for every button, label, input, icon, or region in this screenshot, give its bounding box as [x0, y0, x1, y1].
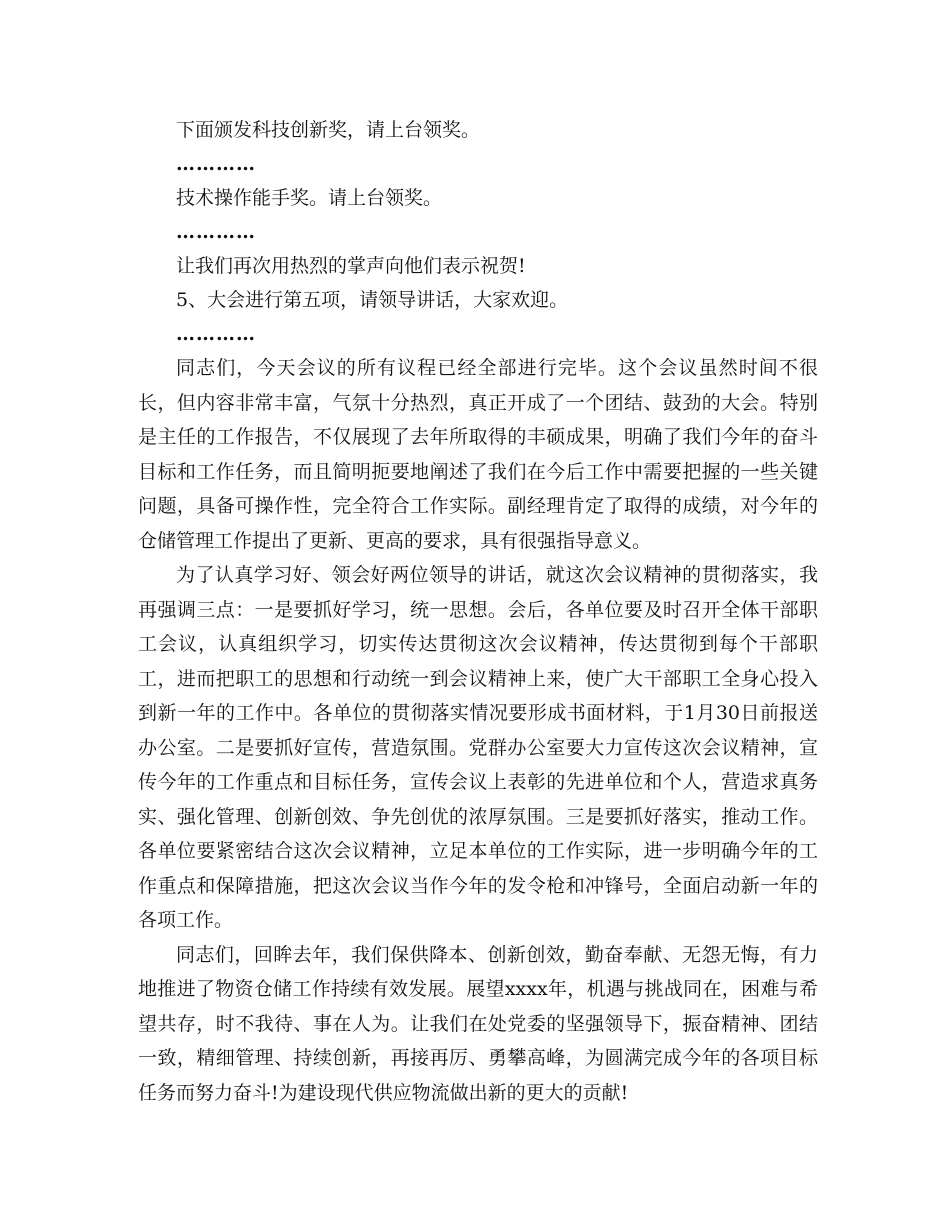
- ellipsis-line: …………: [176, 323, 256, 345]
- ellipsis-line: …………: [176, 153, 256, 175]
- ellipsis-line: …………: [176, 221, 256, 243]
- document-body: [138, 113, 818, 1110]
- closing-summary-paragraph: 同志们，今天会议的所有议程已经全部进行完毕。这个会议虽然时间不很长，但内容非常丰富，气氛十分热烈，真正开成了一个团结、鼓劲的大会。特别是主任的工作报告，不仅展现了去年所取得的丰硕成果，明确了我们今年的奋斗目标和工作任务，而且简明扼要地阐述了我们在今后工作中需要把握的一些关键问题，具备可操作性，完全符合工作实际。副经理肯定了取得的成绩，对今年的仓储管理工作提出了更新、更高的要求，具有很强指导意义。: [138, 357, 818, 552]
- award-announcement-line: 下面颁发科技创新奖，请上台领奖。: [176, 119, 481, 141]
- closing-call-paragraph: 同志们，回眸去年，我们保供降本、创新创效，勤奋奉献、无怨无悔，有力地推进了物资仓储工作持续有效发展。展望xxxx年，机遇与挑战同在，困难与希望共存，时不我待、事在人为。让我们在处党委的坚强领导下，振奋精神、团结一致，精细管理、持续创新，再接再厉、勇攀高峰，为圆满完成今年的各项目标任务而努力奋斗!为建设现代供应物流做出新的更大的贡献!: [138, 943, 818, 1104]
- congratulation-line: 让我们再次用热烈的掌声向他们表示祝贺!: [176, 255, 526, 277]
- award-announcement-line: 技术操作能手奖。请上台领奖。: [176, 187, 443, 209]
- three-points-paragraph: 为了认真学习好、领会好两位领导的讲话，就这次会议精神的贯彻落实，我再强调三点：一是要抓好学习，统一思想。会后，各单位要及时召开全体干部职工会议，认真组织学习，切实传达贯彻这次会议精神，传达贯彻到每个干部职工，进而把职工的思想和行动统一到会议精神上来，使广大干部职工全身心投入到新一年的工作中。各单位的贯彻落实情况要形成书面材料，于1月30日前报送办公室。二是要抓好宣传，营造氛围。党群办公室要大力宣传这次会议精神，宣传今年的工作重点和目标任务，宣传会议上表彰的先进单位和个人，营造求真务实、强化管理、创新创效、争先创优的浓厚氛围。三是要抓好落实，推动工作。各单位要紧密结合这次会议精神，立足本单位的工作实际，进一步明确今年的工作重点和保障措施，把这次会议当作今年的发令枪和冲锋号，全面启动新一年的各项工作。: [138, 564, 818, 931]
- agenda-item-line: 5、大会进行第五项，请领导讲话，大家欢迎。: [176, 289, 569, 311]
